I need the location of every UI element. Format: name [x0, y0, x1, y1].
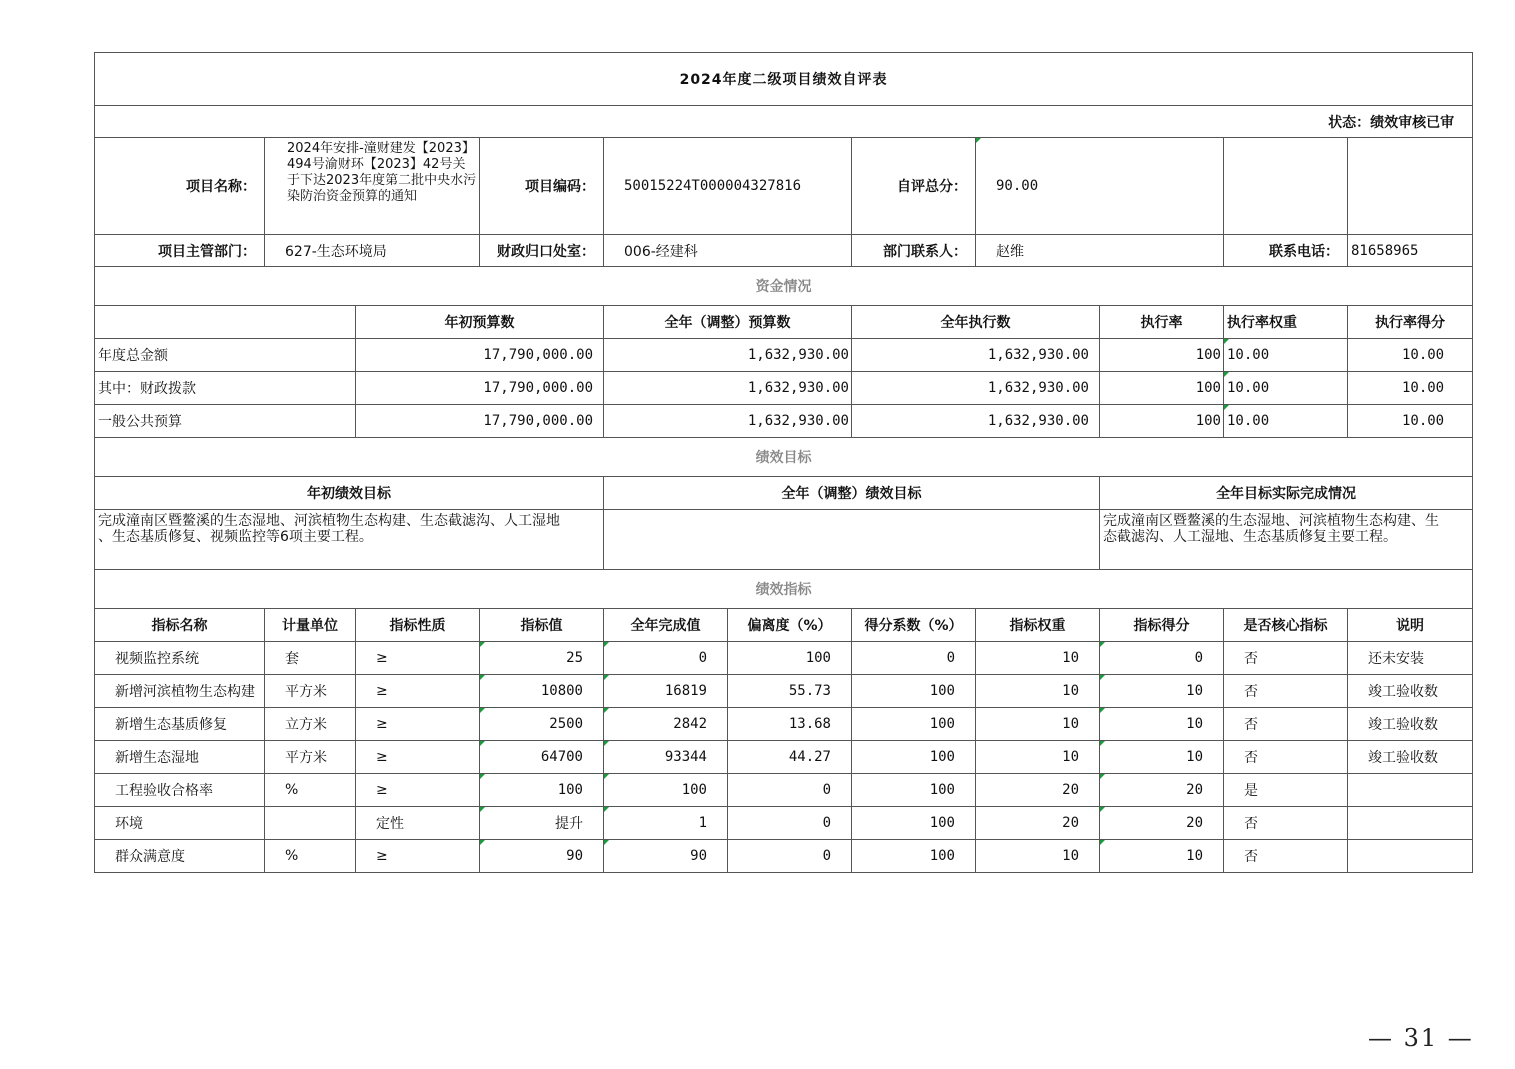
- indicator-header: 偏离度（%）: [728, 609, 852, 642]
- indicator-coef: 100: [852, 708, 976, 741]
- project-code-value: 50015224T000004327816: [604, 138, 852, 235]
- indicator-core: 是: [1224, 774, 1348, 807]
- goals-header: 年初绩效目标: [95, 477, 604, 510]
- indicator-name: 环境: [95, 807, 265, 840]
- indicator-note: 竣工验收数: [1348, 741, 1473, 774]
- indicator-score: 10: [1100, 840, 1224, 873]
- indicator-header: 指标名称: [95, 609, 265, 642]
- indicator-name: 群众满意度: [95, 840, 265, 873]
- status-text: 状态：绩效审核已审: [95, 106, 1473, 138]
- table-row: [95, 339, 1473, 372]
- indicator-nature: ≥: [356, 774, 480, 807]
- indicator-core: 否: [1224, 708, 1348, 741]
- indicator-core: 否: [1224, 840, 1348, 873]
- indicator-score: 10: [1100, 708, 1224, 741]
- indicator-coef: 100: [852, 741, 976, 774]
- indicators-section-title: 绩效指标: [95, 570, 1473, 609]
- indicator-header: 计量单位: [265, 609, 356, 642]
- indicator-header: 是否核心指标: [1224, 609, 1348, 642]
- indicator-weight: 20: [976, 774, 1100, 807]
- indicator-deviation: 13.68: [728, 708, 852, 741]
- indicator-core: 否: [1224, 675, 1348, 708]
- indicator-weight: 10: [976, 840, 1100, 873]
- indicator-weight: 20: [976, 807, 1100, 840]
- funds-section-title: 资金情况: [95, 267, 1473, 306]
- indicator-note: 还未安装: [1348, 642, 1473, 675]
- indicator-core: 否: [1224, 642, 1348, 675]
- indicator-weight: 10: [976, 708, 1100, 741]
- indicator-target: 10800: [480, 675, 604, 708]
- actual-completion-text: [1100, 510, 1473, 570]
- indicator-deviation: 0: [728, 840, 852, 873]
- fund-score: 10.00: [1348, 405, 1473, 438]
- indicator-coef: 100: [852, 675, 976, 708]
- indicator-deviation: 0: [728, 774, 852, 807]
- table-row: [95, 642, 1473, 675]
- initial-goal-line: 完成潼南区暨鳌溪的生态湿地、河滨植物生态构建、生态截滤沟、人工湿地: [98, 513, 560, 529]
- indicator-core: 否: [1224, 741, 1348, 774]
- dept-value: 627-生态环境局: [265, 235, 480, 267]
- fund-rate: 100: [1100, 372, 1224, 405]
- indicator-weight: 10: [976, 642, 1100, 675]
- indicator-target: 64700: [480, 741, 604, 774]
- fund-executed: 1,632,930.00: [852, 339, 1100, 372]
- fund-name: 年度总金额: [95, 339, 356, 372]
- funds-header: 执行率权重: [1224, 306, 1348, 339]
- actual-completion-line: 态截滤沟、人工湿地、生态基质修复主要工程。: [1103, 529, 1397, 545]
- indicator-nature: 定性: [356, 807, 480, 840]
- goals-header: 全年目标实际完成情况: [1100, 477, 1473, 510]
- funds-header: 执行率: [1100, 306, 1224, 339]
- fund-initial: 17,790,000.00: [356, 372, 604, 405]
- fund-name: 一般公共预算: [95, 405, 356, 438]
- funds-header: 执行率得分: [1348, 306, 1473, 339]
- finance-office-label: 财政归口处室：: [480, 235, 604, 267]
- funds-header: 全年执行数: [852, 306, 1100, 339]
- fund-rate: 100: [1100, 339, 1224, 372]
- indicator-deviation: 100: [728, 642, 852, 675]
- indicator-header: 指标得分: [1100, 609, 1224, 642]
- indicator-unit: %: [265, 840, 356, 873]
- fund-adjusted: 1,632,930.00: [604, 405, 852, 438]
- dept-label: 项目主管部门：: [95, 235, 265, 267]
- table-row: [95, 840, 1473, 873]
- fund-adjusted: 1,632,930.00: [604, 339, 852, 372]
- project-name-label: 项目名称：: [95, 138, 265, 235]
- indicator-nature: ≥: [356, 708, 480, 741]
- indicator-header: 指标值: [480, 609, 604, 642]
- indicator-note: 竣工验收数: [1348, 708, 1473, 741]
- fund-weight: 10.00: [1224, 405, 1348, 438]
- indicator-unit: 平方米: [265, 675, 356, 708]
- project-code-label: 项目编码：: [480, 138, 604, 235]
- contact-value: 赵维: [976, 235, 1224, 267]
- table-row: [95, 708, 1473, 741]
- initial-goal-line: 、生态基质修复、视频监控等6项主要工程。: [98, 529, 373, 545]
- goals-header: 全年（调整）绩效目标: [604, 477, 1100, 510]
- page-number: — 31 —: [1368, 1024, 1474, 1052]
- indicator-score: 0: [1100, 642, 1224, 675]
- indicator-unit: 平方米: [265, 741, 356, 774]
- indicator-score: 20: [1100, 774, 1224, 807]
- fund-initial: 17,790,000.00: [356, 405, 604, 438]
- indicator-nature: ≥: [356, 741, 480, 774]
- phone-label: 联系电话：: [1224, 235, 1348, 267]
- indicator-score: 10: [1100, 675, 1224, 708]
- fund-executed: 1,632,930.00: [852, 372, 1100, 405]
- indicator-deviation: 55.73: [728, 675, 852, 708]
- page-title: 2024年度二级项目绩效自评表: [95, 53, 1473, 106]
- fund-initial: 17,790,000.00: [356, 339, 604, 372]
- indicator-unit: %: [265, 774, 356, 807]
- indicator-target: 90: [480, 840, 604, 873]
- indicator-unit: 套: [265, 642, 356, 675]
- indicator-note: [1348, 840, 1473, 873]
- indicator-target: 2500: [480, 708, 604, 741]
- indicator-header: 全年完成值: [604, 609, 728, 642]
- indicator-actual: 1: [604, 807, 728, 840]
- fund-score: 10.00: [1348, 372, 1473, 405]
- indicator-coef: 100: [852, 807, 976, 840]
- fund-executed: 1,632,930.00: [852, 405, 1100, 438]
- indicator-header: 指标性质: [356, 609, 480, 642]
- indicator-score: 20: [1100, 807, 1224, 840]
- indicator-name: 视频监控系统: [95, 642, 265, 675]
- fund-rate: 100: [1100, 405, 1224, 438]
- indicator-nature: ≥: [356, 675, 480, 708]
- indicator-nature: ≥: [356, 642, 480, 675]
- indicator-header: 说明: [1348, 609, 1473, 642]
- indicator-note: 竣工验收数: [1348, 675, 1473, 708]
- self-score-label: 自评总分：: [852, 138, 976, 235]
- finance-office-value: 006-经建科: [604, 235, 852, 267]
- fund-weight: 10.00: [1224, 339, 1348, 372]
- indicator-target: 100: [480, 774, 604, 807]
- goals-section-title: 绩效目标: [95, 438, 1473, 477]
- indicator-name: 工程验收合格率: [95, 774, 265, 807]
- indicator-actual: 93344: [604, 741, 728, 774]
- indicator-coef: 0: [852, 642, 976, 675]
- actual-completion-line: 完成潼南区暨鳌溪的生态湿地、河滨植物生态构建、生: [1103, 513, 1439, 529]
- empty-cell: [1224, 138, 1348, 235]
- fund-score: 10.00: [1348, 339, 1473, 372]
- indicator-deviation: 0: [728, 807, 852, 840]
- funds-header: 年初预算数: [356, 306, 604, 339]
- indicator-actual: 16819: [604, 675, 728, 708]
- self-score-value: 90.00: [976, 138, 1224, 235]
- indicator-header: 得分系数（%）: [852, 609, 976, 642]
- indicator-unit: [265, 807, 356, 840]
- table-row: [95, 807, 1473, 840]
- empty-cell: [1348, 138, 1473, 235]
- indicator-coef: 100: [852, 840, 976, 873]
- indicator-weight: 10: [976, 741, 1100, 774]
- indicator-header: 指标权重: [976, 609, 1100, 642]
- indicator-target: 25: [480, 642, 604, 675]
- indicator-actual: 100: [604, 774, 728, 807]
- indicator-name: 新增生态湿地: [95, 741, 265, 774]
- indicator-actual: 90: [604, 840, 728, 873]
- indicator-core: 否: [1224, 807, 1348, 840]
- indicator-name: 新增生态基质修复: [95, 708, 265, 741]
- adjusted-goal-text: [604, 510, 1100, 570]
- fund-adjusted: 1,632,930.00: [604, 372, 852, 405]
- indicator-deviation: 44.27: [728, 741, 852, 774]
- fund-weight: 10.00: [1224, 372, 1348, 405]
- indicator-name: 新增河滨植物生态构建: [95, 675, 265, 708]
- fund-name: 其中：财政拨款: [95, 372, 356, 405]
- indicator-weight: 10: [976, 675, 1100, 708]
- project-name-value: 2024年安排-潼财建发【2023】494号渝财环【2023】42号关于下达2023年度第二批中央水污染防治资金预算的通知: [265, 138, 480, 235]
- funds-header: 全年（调整）预算数: [604, 306, 852, 339]
- phone-value: 81658965: [1348, 235, 1473, 267]
- indicator-coef: 100: [852, 774, 976, 807]
- indicator-note: [1348, 807, 1473, 840]
- indicator-score: 10: [1100, 741, 1224, 774]
- indicator-unit: 立方米: [265, 708, 356, 741]
- indicator-note: [1348, 774, 1473, 807]
- indicator-actual: 0: [604, 642, 728, 675]
- table-row: [95, 774, 1473, 807]
- funds-header-blank: [95, 306, 356, 339]
- indicator-nature: ≥: [356, 840, 480, 873]
- contact-label: 部门联系人：: [852, 235, 976, 267]
- table-row: [95, 405, 1473, 438]
- table-row: [95, 741, 1473, 774]
- initial-goal-text: [95, 510, 604, 570]
- indicator-target: 提升: [480, 807, 604, 840]
- performance-evaluation-table: [94, 52, 1473, 873]
- table-row: [95, 675, 1473, 708]
- table-row: [95, 372, 1473, 405]
- indicator-actual: 2842: [604, 708, 728, 741]
